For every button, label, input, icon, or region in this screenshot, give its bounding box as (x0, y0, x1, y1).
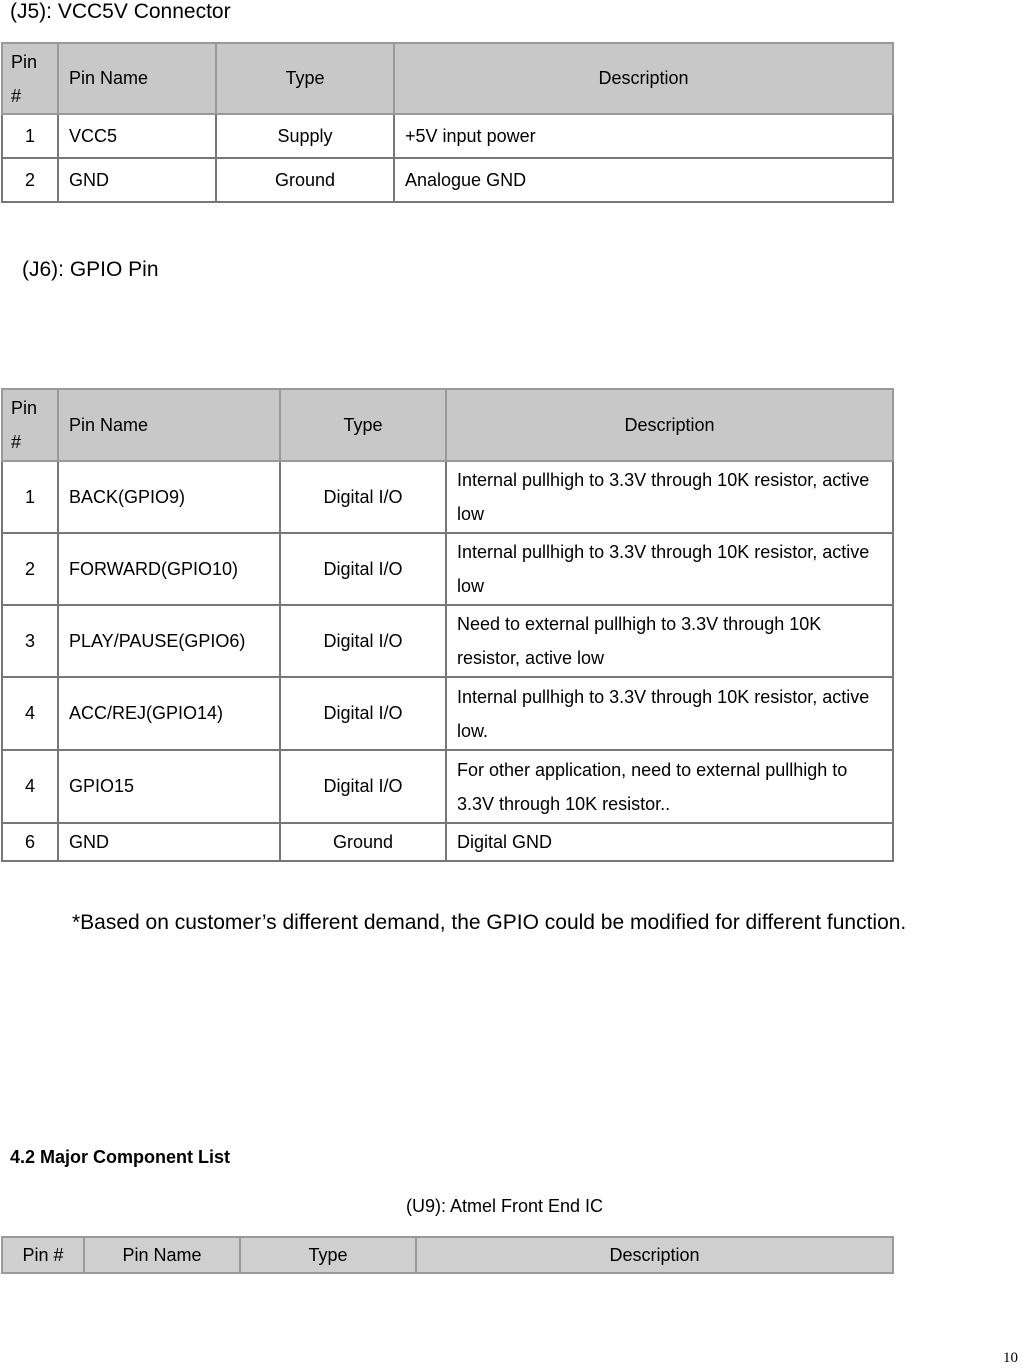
table-row (2, 605, 893, 677)
col-header-pin: Pin # (2, 43, 58, 114)
col-header-description: Description (416, 1237, 893, 1273)
cell-pin: 4 (2, 750, 58, 823)
cell-pin-name: GND (58, 823, 280, 861)
cell-pin: 2 (2, 158, 58, 202)
table-header-row (2, 43, 893, 114)
cell-type: Digital I/O (280, 533, 446, 605)
u9-caption: (U9): Atmel Front End IC (406, 1196, 604, 1216)
cell-pin-name: PLAY/PAUSE(GPIO6) (58, 605, 280, 677)
col-header-description: Description (394, 43, 893, 114)
col-header-pin: Pin # (2, 1237, 84, 1273)
section-heading: 4.2 Major Component List (10, 1147, 231, 1167)
cell-description: Digital GND (446, 823, 893, 861)
table-row (2, 158, 893, 202)
cell-description: Internal pullhigh to 3.3V through 10K resistor, active low (446, 533, 893, 605)
table-row (2, 750, 893, 823)
cell-pin-name: GND (58, 158, 216, 202)
cell-type: Digital I/O (280, 677, 446, 750)
j6-table (1, 388, 894, 862)
cell-pin: 6 (2, 823, 58, 861)
cell-pin-name: ACC/REJ(GPIO14) (58, 677, 280, 750)
table-header-row (2, 389, 893, 461)
cell-description: Need to external pullhigh to 3.3V through 10K resistor, active low (446, 605, 893, 677)
table-row (2, 677, 893, 750)
cell-description: Internal pullhigh to 3.3V through 10K resistor, active low. (446, 677, 893, 750)
page-number: 10 (1003, 1350, 1018, 1366)
table-row (2, 461, 893, 533)
col-header-pin-name: Pin Name (58, 389, 280, 461)
col-header-pin-name: Pin Name (84, 1237, 240, 1273)
cell-pin: 2 (2, 533, 58, 605)
table-row (2, 114, 893, 158)
cell-type: Supply (216, 114, 394, 158)
table-row (2, 823, 893, 861)
cell-type: Digital I/O (280, 750, 446, 823)
cell-type: Ground (280, 823, 446, 861)
cell-pin: 4 (2, 677, 58, 750)
cell-description: For other application, need to external pullhigh to 3.3V through 10K resistor.. (446, 750, 893, 823)
cell-pin-name: GPIO15 (58, 750, 280, 823)
u9-table (1, 1236, 894, 1274)
col-header-description: Description (446, 389, 893, 461)
cell-pin-name: FORWARD(GPIO10) (58, 533, 280, 605)
cell-pin: 3 (2, 605, 58, 677)
cell-pin: 1 (2, 461, 58, 533)
cell-pin: 1 (2, 114, 58, 158)
j5-table (1, 42, 894, 203)
col-header-type: Type (280, 389, 446, 461)
table-header-row (2, 1237, 893, 1273)
j5-title: (J5): VCC5V Connector (10, 0, 231, 23)
cell-description: Internal pullhigh to 3.3V through 10K resistor, active low (446, 461, 893, 533)
cell-description: +5V input power (394, 114, 893, 158)
gpio-note: *Based on customer’s different demand, the GPIO could be modified for different function. (72, 911, 907, 934)
col-header-pin-name: Pin Name (58, 43, 216, 114)
col-header-pin: Pin # (2, 389, 58, 461)
cell-type: Digital I/O (280, 461, 446, 533)
cell-description: Analogue GND (394, 158, 893, 202)
table-row (2, 533, 893, 605)
cell-type: Digital I/O (280, 605, 446, 677)
j6-title: (J6): GPIO Pin (22, 258, 159, 281)
cell-pin-name: BACK(GPIO9) (58, 461, 280, 533)
cell-type: Ground (216, 158, 394, 202)
col-header-type: Type (240, 1237, 416, 1273)
col-header-type: Type (216, 43, 394, 114)
cell-pin-name: VCC5 (58, 114, 216, 158)
